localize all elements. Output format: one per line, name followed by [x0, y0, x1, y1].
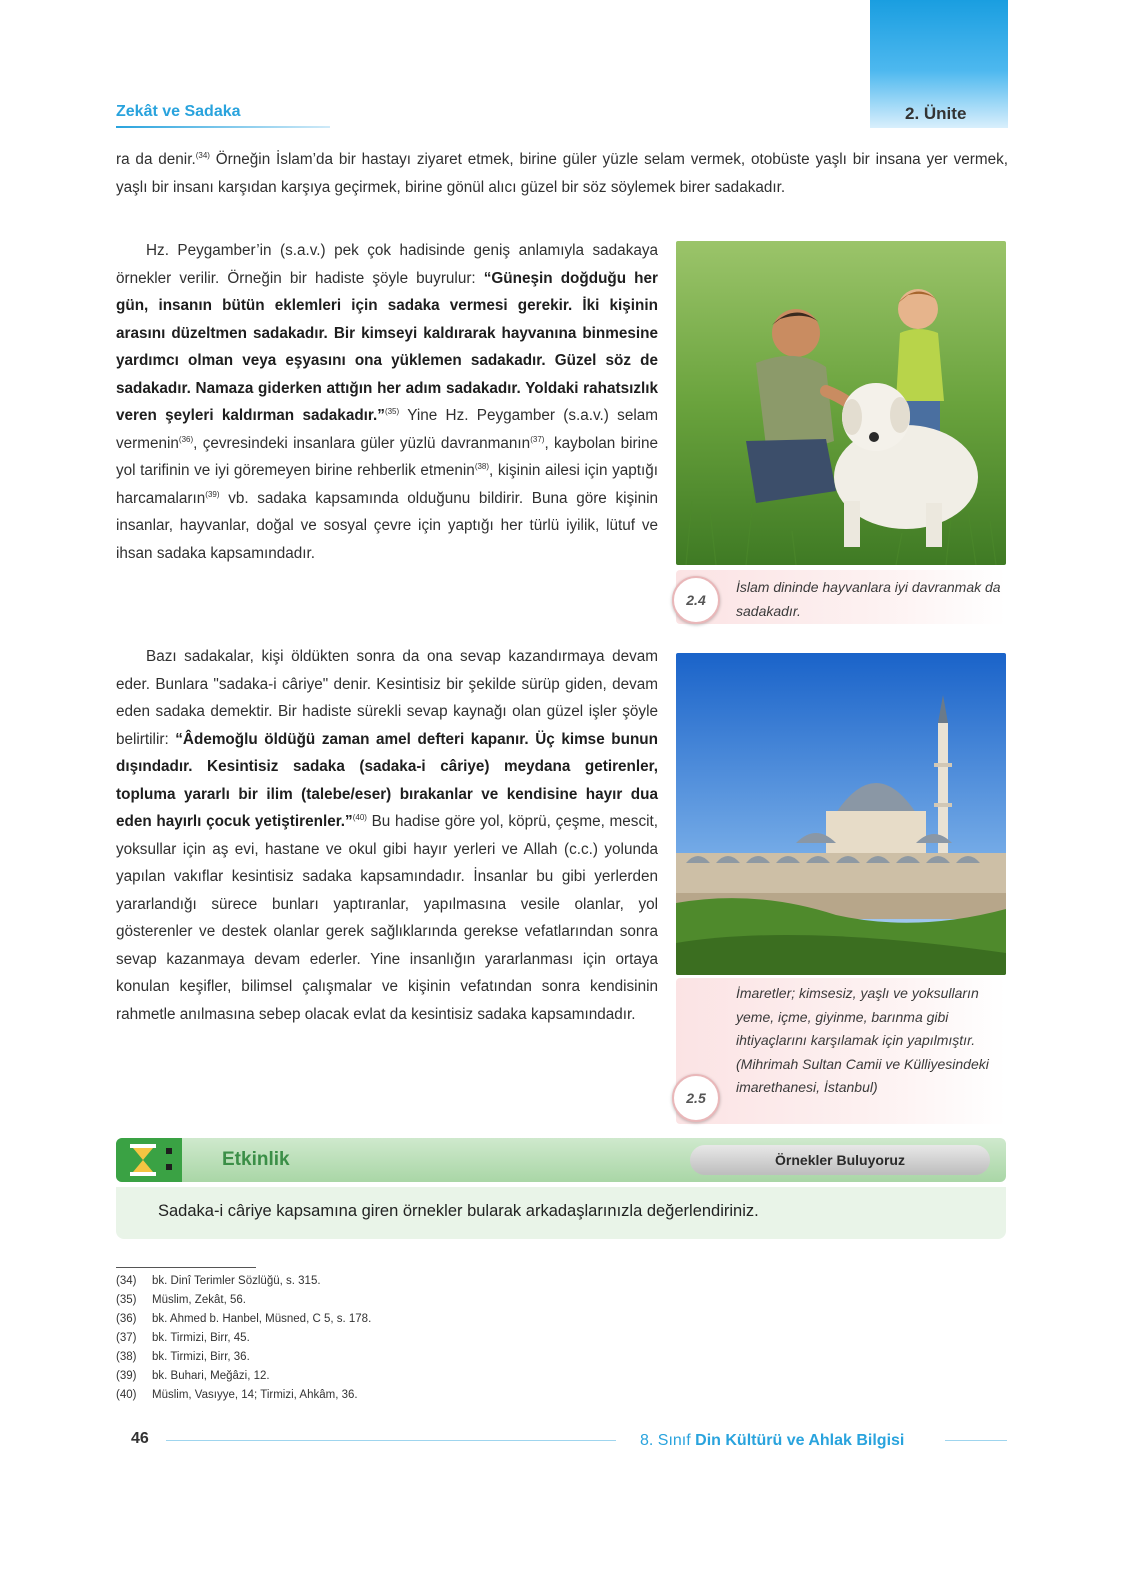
hadith-quote: “Âdemoğlu öldüğü zaman amel defteri kapanır. Üç kimse bunun dışındadır. Kesintisiz sadaka (sadaka-i câriye) meydana getirenler, topluma yararlı bir ilim (talebe/eser) bırakanlar ve kendisine hayır dua eden hayırlı çocuk yetiştirenler.” [116, 730, 658, 830]
figure-photo-man-dog-child [676, 241, 1006, 565]
paragraph-hadith-sadaka: Hz. Peygamber’in (s.a.v.) pek çok hadisinde geniş anlamıyla sadakaya örnekler verilir. Örneğin bir hadiste şöyle buyrulur: “Güneşin doğduğu her gün, insanın bütün eklemleri için sadaka vermesi gerekir. İki kişinin arasını düzeltmen sadakadır. Bir kimseyi kaldırarak hayvanına binmesine yardımcı olman veya eşyasını ona yüklemen sadakadır. Güzel söz de sadakadır. Namaza giderken attığın her adım sadakadır. Yoldaki rahatsızlık veren şeyleri kaldırman sadakadır.”$^{(35)}$ Yine Hz. Peygamber (s.a.v.) selam vermenin$^{(36)}$, çevresindeki insanlara güler yüzlü davranmanın$^{(37)}$, kaybolan birine yol tarifinin ve iyi göremeyen birine rehberlik etmenin$^{(38)}$, kişinin ailesi için yaptığı harcamaların$^{(39)}$ vb. sadaka kapsamında olduğunu bildirir. Buna göre kişinin insanlar, hayvanlar, doğal ve sosyal çevre için yaptığı her türlü iyilik, lütuf ve ihsan sadaka kapsamındadır. [116, 242, 659, 562]
section-title: Zekât ve Sadaka [116, 103, 241, 120]
footnote-item: (39) bk. Buhari, Meğâzi, 12. [116, 1370, 270, 1382]
unit-label: 2. Ünite [905, 104, 967, 123]
paragraph-sadaka-cariye: Bazı sadakalar, kişi öldükten sonra da ona sevap kazandırmaya devam eder. Bunlara "sadaka-i câriye" denir. Kesintisiz bir şekilde sürüp giden, devam eden sadaka demektir. Bir hadiste sürekli sevap kaynağı olan güzel işler şöyle belirtilir: “Âdemoğlu öldüğü zaman amel defteri kapanır. Üç kimse bunun dışındadır. Kesintisiz sadaka (sadaka-i câriye) meydana getirenler, topluma yararlı bir ilim (talebe/eser) bırakanlar ve kendisine hayır dua eden hayırlı çocuk yetiştirenler.”$^{(40)}$ Bu hadise göre yol, köprü, çeşme, mescit, yoksullar için aş evi, hastane ve okul gibi hayır yerleri ve Allah (c.c.) yolunda yapılan vakıflar kesintisiz sadaka kapsamındadır. İnsanlar bu gibi yerlerden yararlandığı sürece bunları yaptıranlar, yapılmasına vesile olanlar, yol gösterenler ve destek olanlar gerek sağlıklarında gerekse vefatlarından sonra sevap kazanmaya devam ederler. Yine insanlığın yararlanması için ortaya konulan keşifler, bilimsel çalışmalar ve kişinin vefatından sonra kendisinin rahmetle anılmasına sebep olacak evlat da kesintisiz sadaka kapsamındadır. [116, 648, 658, 1023]
footer-divider [945, 1440, 1007, 1441]
page-number: 46 [131, 1430, 149, 1447]
hadith-quote: “Güneşin doğduğu her gün, insanın bütün eklemleri için sadaka vermesi gerekir. İki kişinin arasını düzeltmen sadakadır. Bir kimseyi kaldırarak hayvanına binmesine yardımcı olman veya eşyasını ona yüklemen sadakadır. Güzel söz de sadakadır. Namaza giderken attığın her adım sadakadır. Yoldaki rahatsızlık veren şeyleri kaldırman sadakadır.” [116, 269, 658, 424]
photo-illustration [676, 241, 1006, 565]
figure-caption: İmaretler; kimsesiz, yaşlı ve yoksulların yeme, içme, giyinme, barınma gibi ihtiyaçlarını karşılamak için yapılmıştır. (Mihrimah Sultan Camii ve Külliyesindeki imarethanesi, İstanbul) [736, 985, 989, 1095]
footnote-item: (34) bk. Dinî Terimler Sözlüğü, s. 315. [116, 1275, 321, 1287]
figure-number-badge: 2.4 [672, 576, 720, 624]
figure-photo-mosque-imaret [676, 653, 1006, 975]
footer-divider [166, 1440, 616, 1441]
footnote-item: (40) Müslim, Vasıyye, 14; Tirmizi, Ahkâm, 36. [116, 1389, 358, 1401]
footnote-ref[interactable]: (36) [178, 434, 194, 444]
activity-label: Etkinlik [222, 1149, 290, 1170]
photo-illustration [676, 653, 1006, 975]
footnote-ref[interactable]: (40) [352, 812, 367, 822]
footnote-item: (38) bk. Tirmizi, Birr, 36. [116, 1351, 250, 1363]
footnote-item: (36) bk. Ahmed b. Hanbel, Müsned, C 5, s. 178. [116, 1313, 372, 1325]
footnote-ref[interactable]: (34) [195, 150, 210, 160]
footnote-ref[interactable]: (35) [384, 406, 400, 416]
activity-title-pill: Örnekler Buluyoruz [690, 1145, 990, 1175]
footnote-divider [116, 1267, 256, 1268]
activity-instruction: Sadaka-i câriye kapsamına giren örnekler bularak arkadaşlarınızla değerlendiriniz. [158, 1202, 759, 1220]
footnote-ref[interactable]: (38) [474, 461, 490, 471]
hourglass-icon [116, 1138, 182, 1182]
header-divider [116, 126, 330, 128]
footnote-ref[interactable]: (39) [205, 489, 220, 499]
footnote-item: (37) bk. Tirmizi, Birr, 45. [116, 1332, 250, 1344]
figure-number-badge: 2.5 [672, 1074, 720, 1122]
footnote-item: (35) Müslim, Zekât, 56. [116, 1294, 246, 1306]
figure-caption: İslam dininde hayvanlara iyi davranmak da sadakadır. [736, 579, 1001, 619]
footnote-ref[interactable]: (37) [530, 434, 545, 444]
paragraph-intro: ra da denir.$^{(34)}$ Örneğin İslam’da bir hastayı ziyaret etmek, birine güler yüzle selam vermek, otobüste yaşlı bir insana yer vermek, yaşlı bir insanı karşıdan karşıya geçirmek, birine gönül alıcı güzel bir söz söylemek birer sadakadır. [116, 150, 1008, 196]
book-title: 8. Sınıf Din Kültürü ve Ahlak Bilgisi [640, 1432, 905, 1449]
activity-icon-box [116, 1138, 182, 1182]
